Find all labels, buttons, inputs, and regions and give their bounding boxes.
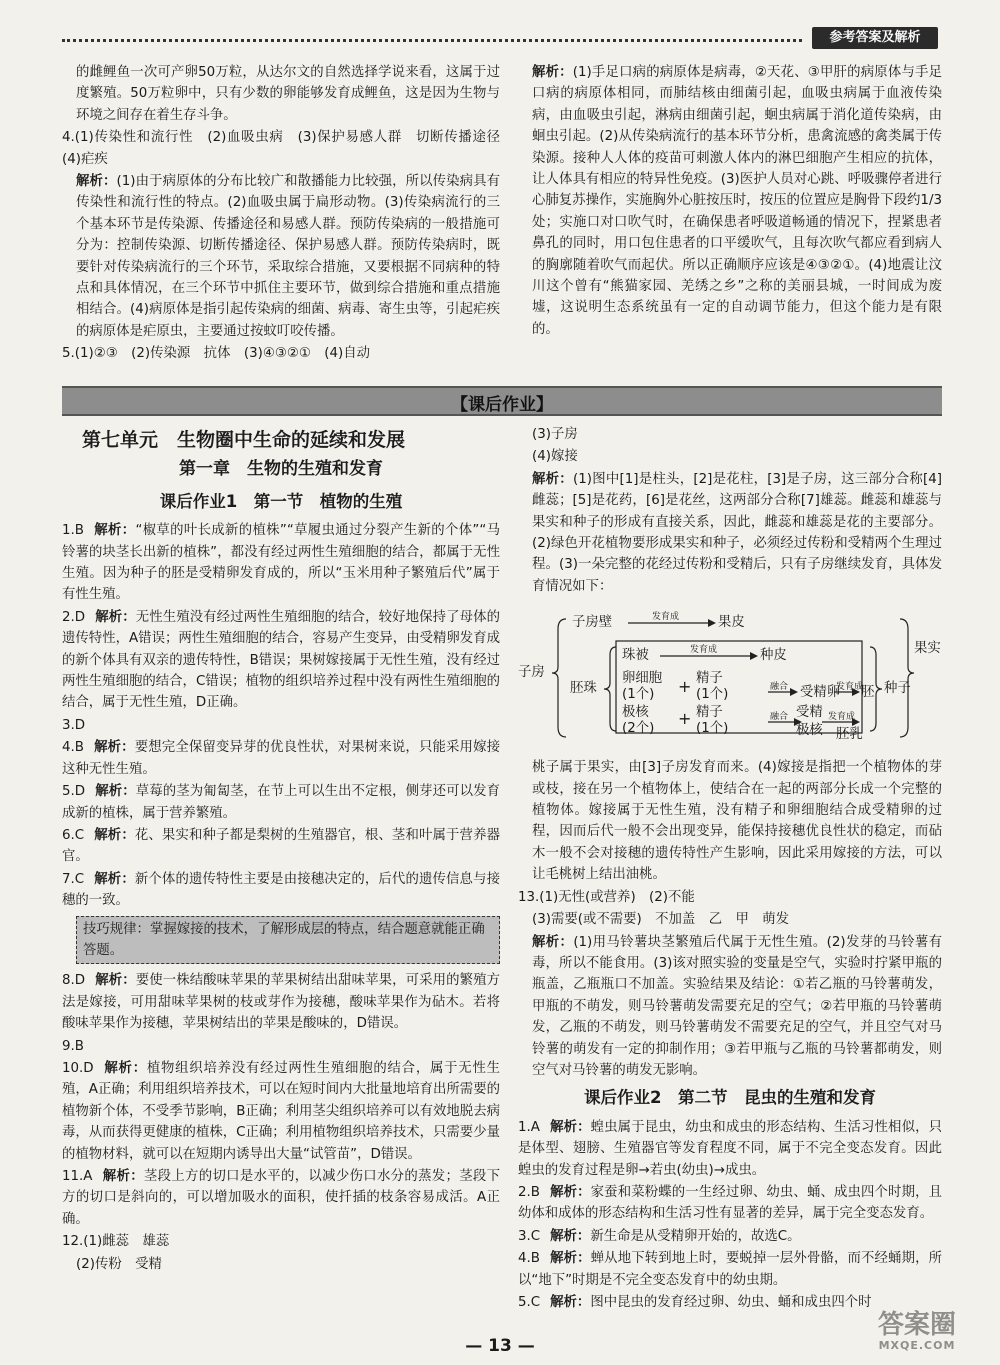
answer-number: 9. [62, 1038, 75, 1054]
answer-choice: D [74, 717, 86, 733]
answer-text: (1)手足口病的病原体是病毒，②天花、③甲肝的病原体与手足口病的病原体相同，而肺结核由细菌引起，血吸虫病属于血液传染病，由血吸虫引起，淋病由细菌引起，蛔虫病属于消化道传染病，由蛔虫引起。(2)从传染病流行的基本环节分析，患禽流感的禽类属于传染源。接种人人体的疫苗可刺激人体内的淋巴细胞产生相应的抗体，让人体具有相应的特异性免疫。(3)医护人员对心跳、呼吸骤停者进行心肺复苏操作，实施胸外心脏按压时，按压的位置应是胸骨下段约1/3处；实施口对口吹气时，在确保患者呼吸道畅通的情况下，捏紧患者鼻孔的同时，用口包住患者的口平缓吹气，且每次吹气都应看到病人的胸廓随着吹气而起伏。所以正确顺序应该是④③②①。(4)地震让汶川这个曾有“熊猫家园、羌绣之乡”之称的美丽县城，一时间成为废墟，这说明生态系统虽有一定的自动调节能力，但这个能力是有限的。 [532, 65, 943, 337]
ovule-brace [604, 647, 616, 731]
answer-number: 10. [62, 1060, 84, 1076]
label-seed-coat: 种皮 [760, 648, 787, 664]
analysis-label: 解析： [532, 65, 573, 80]
answer-text: (1)②③ (2)传染源 抗体 (3)④③②① (4)自动 [74, 346, 370, 362]
analysis-label: 解析： [95, 609, 136, 625]
analysis-label: 解析： [103, 1060, 147, 1076]
analysis-label: 解析： [93, 523, 136, 539]
top-right-column [518, 62, 942, 341]
answer-item [62, 171, 500, 342]
answer-item [62, 1254, 500, 1275]
banner-title: 【课后作业】 [451, 395, 553, 415]
answer-item [518, 62, 942, 340]
label-fert-polar-1: 受精 [796, 705, 823, 721]
answer-text: 家蚕和菜粉蝶的一生经过卵、幼虫、蛹、成虫四个时期，且幼体和成体的形态结构和生活习性有显著的差异，属于完全变态发育。 [518, 1184, 943, 1222]
label-zygote: 受精卵 [800, 685, 841, 701]
answer-item [62, 1058, 500, 1165]
label-pericarp: 果皮 [718, 615, 745, 631]
section-banner [62, 386, 942, 416]
answer-choice: D [74, 973, 86, 989]
homework1-title: 课后作业1 第一节 植物的生殖 [159, 491, 403, 511]
answer-item [62, 1036, 500, 1057]
analysis-label: 解析： [102, 1169, 144, 1184]
chapter-title: 第一章 生物的生殖和发育 [179, 459, 383, 480]
answer-number: 4. [62, 740, 75, 756]
ovary-brace [552, 619, 566, 737]
label-sperm-count-1: (1个) [696, 687, 729, 703]
answer-choice: C [74, 827, 85, 843]
answer-number: 4. [62, 130, 75, 146]
answer-item [62, 715, 500, 736]
answer-choice: C [530, 1228, 541, 1244]
answer-number: 3. [62, 717, 75, 733]
answer-item [62, 825, 500, 868]
label-sperm-count-2: (1个) [696, 721, 729, 737]
header-tag: 参考答案及解析 [812, 27, 938, 49]
label-endosperm: 胚乳 [836, 727, 863, 743]
label-develops-4: 发育成 [828, 712, 856, 723]
analysis-label: 解析： [550, 1228, 591, 1244]
answer-number: 2. [518, 1184, 531, 1200]
answer-item [62, 607, 500, 714]
answer-text: (1)由于病原体的分布比较广和散播能力比较强，所以传染病具有传染性和流行性的特点。(2)血吸虫属于扁形动物。(3)传染病流行的三个基本环节是传染源、传播途径和易感人群。预防传染病的一般措施可分为：控制传染源、切断传播途径、保护易感人群。预防传染病时，既要针对传染病流行的三个环节，采取综合措施，又要根据不同病种的特点和具体情况，在三个环节中抓住主要环节，做到综合措施和重点措施相结合。(4)病原体是指引起传染病的细菌、病毒、寄生虫等，引起疟疾的病原体是疟原虫，主要通过按蚊叮咬传播。 [76, 174, 501, 339]
answer-number: 12. [62, 1234, 84, 1250]
answer-choice: C [530, 1295, 541, 1310]
analysis-text: (1)图中[1]是柱头，[2]是花柱，[3]是子房，这三部分合称[4]雌蕊；[5]是花药，[6]是花丝，这两部分合称[7]雄蕊。雌蕊和雄蕊与果实和种子的形成有直接关系，因此，雌蕊和雄蕊是花的主要部分。(2)绿色开花植物要形成果实和种子，必须经过传粉和受精两个生理过程。(3)一朵完整的花经过传粉和受精后，只有子房继续发育，具体发育情况如下： [532, 471, 942, 594]
label-embryo: 胚 [861, 685, 875, 701]
label-sperm-1: 精子 [696, 671, 723, 687]
answer-number: 2. [62, 609, 75, 625]
answer-number: 5. [518, 1295, 531, 1310]
analysis-label: 解析： [94, 871, 135, 887]
q13-line1: 13.(1)无性(或营养) (2)不能 [518, 889, 695, 905]
label-sperm-2: 精子 [696, 705, 723, 721]
analysis-label: 解析： [549, 1251, 591, 1267]
answer-text: 新生命是从受精卵开始的，故选C。 [590, 1228, 801, 1244]
label-fruit: 果实 [914, 641, 941, 657]
analysis-label: 解析： [550, 1295, 591, 1310]
analysis-label: 解析： [93, 740, 135, 756]
label-develops-1: 发育成 [652, 612, 680, 623]
analysis-paragraph: 桃子属于果实，由[3]子房发育而来。(4)嫁接是指把一个植物体的芽或枝，接在另一个植物体上，使结合在一起的两部分长成一个完整的植物体。嫁接属于无性生殖，没有精子和卵细胞结合成受精卵的过程，因而后代一般不会出现变异，能保持接穗优良性状的稳定，而砧木一般不会对接穗的遗传特性产生影响，因此采用嫁接的方法，可以让毛桃树上结出油桃。 [532, 760, 942, 883]
q13-analysis: 解析：(1)用马铃薯块茎繁殖后代属于无性生殖。(2)发芽的马铃薯有毒，所以不能食用。(3)该对照实验的变量是空气，实验时拧紧甲瓶的瓶盖，乙瓶瓶口不加盖。实验结果及结论：①若乙瓶的马铃薯萌发，甲瓶的不萌发，则马铃薯萌发需要充足的空气；②若甲瓶的马铃薯萌发，乙瓶的不萌发，则马铃薯萌发不需要充足的空气，并且空气对马铃薯的萌发有一定的抑制作用；③若甲瓶与乙瓶的马铃薯都萌发，则空气对马铃薯的萌发无影响。 [532, 934, 943, 1078]
answer-choice: D [74, 609, 86, 625]
answer-choice: B [74, 1038, 84, 1054]
answer-text: 要使一株结酸味苹果的苹果树结出甜味苹果，可采用的繁殖方法是嫁接，可用甜味苹果树的枝或芽作为接穗，酸味苹果作为砧木。若将酸味苹果作为接穗，苹果树结出的苹果是酸味的，D错误。 [62, 973, 501, 1032]
homework1-answers-cont [62, 970, 500, 1275]
label-plus-1: + [678, 677, 692, 697]
answer-text: 的雌鲤鱼一次可产卵50万粒，从达尔文的自然选择学说来看，这属于过度繁殖。50万粒卵中，只有少数的卵能够发育成鲤鱼，这是因为生物与环境之间存在着生存斗争。 [76, 65, 500, 123]
answer-number: 4. [518, 1251, 531, 1267]
answer-line: (3)子房 [532, 427, 578, 442]
homework2-answers [518, 1117, 942, 1314]
label-polar-count: (2个) [622, 721, 655, 737]
label-ovary: 子房 [518, 665, 545, 681]
answer-number: 11. [62, 1169, 84, 1184]
answer-item [518, 1117, 942, 1181]
watermark-logo: 答案圈 MXQE.COM [877, 1310, 956, 1352]
tip-box: 技巧规律：掌握嫁接的技术，了解形成层的特点，结合题意就能正确答题。 [76, 916, 500, 965]
answer-choice: B [530, 1251, 540, 1267]
answer-text: 蝉从地下转到地上时，要蜕掉一层外骨骼，而不经蛹期，所以“地下”时期是不完全变态发育中的幼虫期。 [518, 1251, 943, 1288]
answer-item [518, 1182, 942, 1225]
answer-number: 1. [518, 1119, 531, 1135]
answer-choice: D [74, 784, 86, 800]
label-egg: 卵细胞 [622, 671, 663, 687]
answer-choice: A [83, 1169, 93, 1184]
answer-number: 6. [62, 827, 75, 843]
answer-item [62, 1166, 500, 1230]
answer-item [62, 781, 500, 824]
answer-text: 植物组织培养没有经过两性生殖细胞的结合，属于无性生殖，A正确；利用组织培养技术，可以在短时间内大批量地培育出所需要的植物新个体，不受季节影响，B正确；利用茎尖组织培养可以有效地脱去病毒，从而获得更健康的植株，C正确；利用植物组织培养技术，只需要少量的植物材料，就可以在短期内诱导出大量“试管苗”，D错误。 [62, 1060, 501, 1162]
answer-item [62, 737, 500, 780]
answer-choice: D [83, 1060, 94, 1076]
answer-text: 无性生殖没有经过两性生殖细胞的结合，较好地保持了母体的遗传特性，A错误；两性生殖细胞的结合，容易产生变异，由受精卵发育成的新个体具有双亲的遗传特性，B错误；果树嫁接属于无性生殖，没有经过两性生殖细胞的结合，C错误；植物的组织培养过程中没有两性生殖细胞的结合，属于无性生殖，D正确。 [62, 609, 501, 711]
label-develops-3: 发育成 [836, 682, 864, 693]
answer-item [62, 869, 500, 912]
analysis-label: 解析： [95, 973, 136, 989]
answer-text: (2)传粉 受精 [76, 1256, 162, 1272]
top-left-column [62, 62, 514, 366]
bottom-left-column [62, 424, 500, 1276]
answer-item [518, 1248, 942, 1291]
answer-choice: B [74, 523, 84, 539]
label-fuse-2: 融合 [770, 712, 789, 723]
answer-text: 要想完全保留变异芽的优良性状，对果树来说，只能采用嫁接这种无性生殖。 [62, 740, 501, 777]
answer-choice: B [74, 740, 84, 756]
analysis-label: 解析： [549, 1119, 591, 1135]
answer-text: 花、果实和种子都是梨树的生殖器官，根、茎和叶属于营养器官。 [62, 827, 501, 865]
answer-item [62, 127, 514, 170]
answer-item [518, 1226, 942, 1247]
answer-item [62, 343, 500, 364]
label-polar: 极核 [622, 705, 649, 721]
homework1-answers [62, 520, 500, 911]
answer-number: 5. [62, 784, 75, 800]
answer-choice: B [530, 1184, 540, 1200]
answer-item [62, 62, 500, 126]
answer-item [62, 1231, 500, 1252]
answer-text: 蝗虫属于昆虫，幼虫和成虫的形态结构、生活习性相似，只是体型、翅膀、生殖器官等发育程度不同，属于不完全变态发育。因此蝗虫的发育过程是卵→若虫(幼虫)→成虫。 [518, 1119, 943, 1178]
bottom-right-column [518, 424, 942, 1314]
analysis-label: 解析： [94, 827, 135, 843]
answer-item [62, 520, 500, 606]
header-dotted-rule [62, 39, 802, 42]
answer-choice: A [530, 1119, 540, 1135]
label-ovule: 胚珠 [570, 681, 597, 697]
page-number: — 13 — [465, 1336, 535, 1356]
analysis-label: 解析： [76, 174, 117, 190]
answer-text: 图中昆虫的发育经过卵、幼虫、蛹和成虫四个时 [590, 1295, 872, 1310]
answer-number: 7. [62, 871, 75, 887]
label-fuse-1: 融合 [770, 682, 789, 693]
answer-text: “椒草的叶长成新的植株”“草履虫通过分裂产生新的个体”“马铃薯的块茎长出新的植株”，都没有经过两性生殖细胞的结合，都属于无性生殖。因为种子的胚是受精卵发育成的，所以“玉米用种子繁殖后代”属于有性生殖。 [62, 523, 501, 603]
label-develops-2: 发育成 [690, 645, 718, 656]
answer-number: 5. [62, 346, 75, 362]
unit-title: 第七单元 生物圈中生命的延续和发展 [82, 429, 406, 451]
answer-number: 3. [518, 1228, 531, 1244]
answer-text: 草莓的茎为匍匐茎，在节上可以生出不定根，侧芽还可以发育成新的植株，属于营养繁殖。 [62, 784, 501, 821]
analysis-label: 解析： [549, 1184, 591, 1200]
answer-item [62, 970, 500, 1034]
answer-text: 茎段上方的切口是水平的，以减少伤口水分的蒸发；茎段下方的切口是斜向的，可以增加吸水的面积，使扦插的枝条容易成活。A正确。 [62, 1169, 501, 1227]
answer-line: (4)嫁接 [532, 449, 578, 465]
fruit-brace [900, 619, 914, 737]
label-seed: 种子 [884, 681, 911, 697]
q13-line2: (3)需要(或不需要) 不加盖 乙 甲 萌发 [532, 912, 790, 928]
answer-choice: C [74, 871, 85, 887]
answer-number: 1. [62, 523, 75, 539]
label-fert-polar-2: 极核 [796, 723, 823, 739]
analysis-label: 解析： [95, 784, 136, 800]
answer-text: (1)传染性和流行性 (2)血吸虫病 (3)保护易感人群 切断传播途径 (4)疟疾 [62, 130, 514, 167]
label-integument: 珠被 [622, 648, 649, 664]
analysis-paragraph [518, 469, 942, 597]
analysis-label: 解析： [532, 471, 573, 487]
answer-number: 8. [62, 973, 75, 989]
answer-text: 新个体的遗传特性主要是由接穗决定的，后代的遗传信息与接穗的一致。 [62, 871, 501, 909]
answer-text: (1)雌蕊 雄蕊 [83, 1234, 170, 1250]
fruit-development-diagram [518, 601, 942, 751]
homework2-title: 课后作业2 第二节 昆虫的生殖和发育 [584, 1088, 876, 1108]
label-egg-count: (1个) [622, 687, 655, 703]
label-plus-2: + [678, 709, 692, 729]
label-ovary-wall: 子房壁 [572, 615, 613, 631]
